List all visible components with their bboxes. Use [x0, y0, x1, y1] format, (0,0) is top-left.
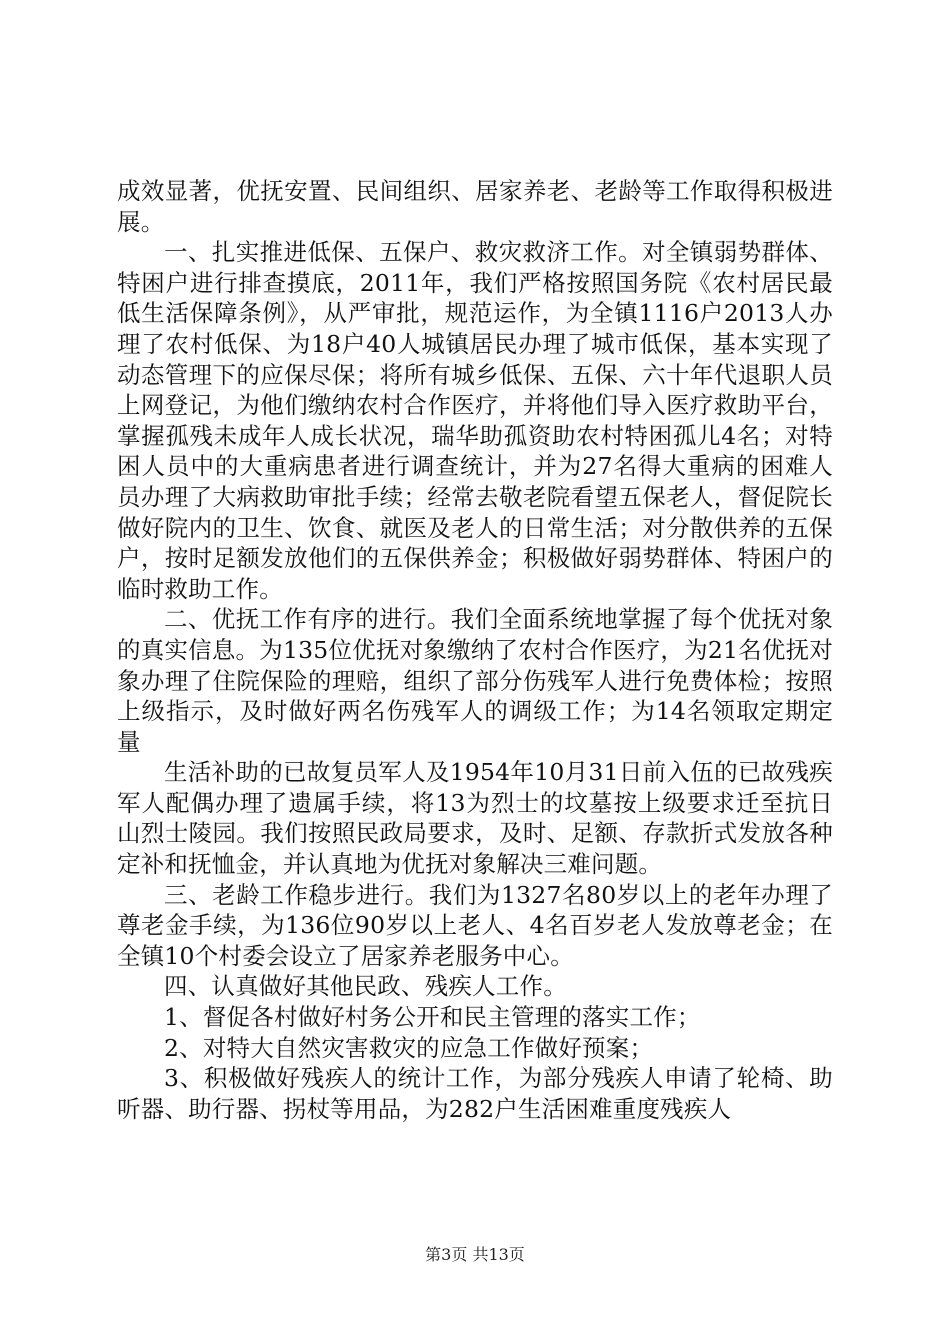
document-body: [117, 176, 833, 1124]
page-number-footer: 第3页 共13页: [425, 1245, 525, 1264]
paragraph-9: 3、积极做好残疾人的统计工作，为部分残疾人申请了轮椅、助听器、助行器、拐杖等用品，为282户生活困难重度残疾人: [117, 1064, 833, 1123]
paragraph-1: 成效显著，优抚安置、民间组织、居家养老、老龄等工作取得积极进展。: [117, 177, 833, 236]
paragraph-5: 三、老龄工作稳步进行。我们为1327名80岁以上的老年办理了尊老金手续，为136位90岁以上老人、4名百岁老人发放尊老金；在全镇10个村委会设立了居家养老服务中心。: [117, 880, 833, 970]
paragraph-3: 二、优抚工作有序的进行。我们全面系统地掌握了每个优抚对象的真实信息。为135位优抚对象缴纳了农村合作医疗，为21名优抚对象办理了住院保险的理赔，组织了部分伤残军人进行免费体检；按照上级指示，及时做好两名伤残军人的调级工作；为14名领取定期定量: [117, 605, 833, 756]
paragraph-2: 一、扎实推进低保、五保户、救灾救济工作。对全镇弱势群体、特困户进行排查摸底，2011年，我们严格按照国务院《农村居民最低生活保障条例》，从严审批，规范运作，为全镇1116户2013人办理了农村低保、为18户40人城镇居民办理了城市低保，基本实现了动态管理下的应保尽保；将所有城乡低保、五保、六十年代退职人员上网登记，为他们缴纳农村合作医疗，并将他们导入医疗救助平台，掌握孤残未成年人成长状况，瑞华助孤资助农村特困孤儿4名；对特困人员中的大重病患者进行调查统计，并为27名得大重病的困难人员办理了大病救助审批手续；经常去敬老院看望五保老人，督促院长做好院内的卫生、饮食、就医及老人的日常生活；对分散供养的五保户，按时足额发放他们的五保供养金；积极做好弱势群体、特困户的临时救助工作。: [117, 238, 833, 603]
paragraph-7: 1、督促各村做好村务公开和民主管理的落实工作；: [164, 1003, 701, 1032]
paragraph-6: 四、认真做好其他民政、残疾人工作。: [164, 972, 567, 1001]
paragraph-8: 2、对特大自然灾害救灾的应急工作做好预案；: [164, 1033, 654, 1062]
paragraph-4: 生活补助的已故复员军人及1954年10月31日前入伍的已故残疾军人配偶办理了遗属手续，将13为烈士的坟墓按上级要求迁至抗日山烈士陵园。我们按照民政局要求，及时、足额、存款折式发放各种定补和抚恤金，并认真地为优抚对象解决三难问题。: [117, 758, 833, 879]
